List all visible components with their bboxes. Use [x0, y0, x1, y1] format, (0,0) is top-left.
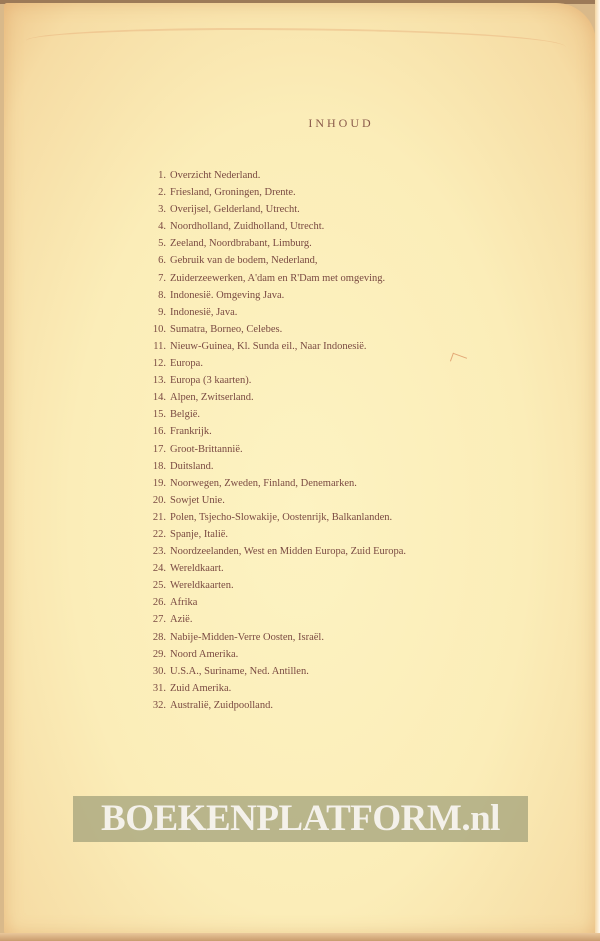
- toc-entry: [134, 423, 406, 440]
- toc-entry-number: 26.: [152, 597, 166, 609]
- toc-entry-text: Sowjet Unie.: [170, 494, 225, 506]
- toc-entry: [134, 441, 406, 458]
- toc-entry-text: Wereldkaarten.: [170, 580, 234, 592]
- toc-entry-text: Zeeland, Noordbrabant, Limburg.: [170, 238, 312, 250]
- toc-entry-number: 30.: [152, 665, 166, 677]
- toc-entry: [134, 509, 406, 526]
- toc-entry-text: Noorwegen, Zweden, Finland, Denemarken.: [170, 477, 357, 489]
- toc-entry-text: Groot-Brittannië.: [170, 443, 243, 455]
- toc-entry: [134, 235, 406, 252]
- toc-entry: [134, 201, 406, 218]
- toc-entry: [134, 389, 406, 406]
- toc-entry: [134, 646, 406, 663]
- toc-entry-number: 1.: [158, 170, 166, 181]
- toc-entry-number: 27.: [152, 614, 166, 626]
- toc-entry-number: 6.: [158, 255, 166, 267]
- toc-entry-text: Indonesië. Omgeving Java.: [170, 289, 285, 301]
- toc-entry-number: 31.: [152, 682, 166, 694]
- toc-entry: [134, 458, 406, 475]
- toc-entry: [134, 543, 406, 560]
- toc-entry: [134, 218, 406, 235]
- water-stain: [26, 28, 566, 60]
- toc-entry: [134, 663, 406, 680]
- toc-entry-text: Nabije-Midden-Verre Oosten, Israël.: [170, 631, 324, 643]
- toc-entry-number: 20.: [152, 494, 166, 506]
- toc-entry-number: 22.: [152, 528, 166, 540]
- toc-entry-text: Afrika: [170, 597, 198, 609]
- toc-entry: [134, 492, 406, 509]
- toc-entry: [134, 594, 406, 611]
- toc-entry-text: Wereldkaart.: [170, 563, 224, 575]
- toc-entry-number: 32.: [152, 699, 166, 711]
- toc-entry-number: 5.: [158, 238, 166, 250]
- toc-entry-text: Duitsland.: [170, 460, 214, 472]
- toc-entry: [134, 252, 406, 269]
- toc-entry-number: 12.: [152, 358, 166, 370]
- toc-entry-text: Overijsel, Gelderland, Utrecht.: [170, 204, 300, 216]
- toc-entry-number: 25.: [152, 580, 166, 592]
- toc-entry: [134, 372, 406, 389]
- toc-entry-number: 19.: [152, 477, 166, 489]
- toc-entry: [134, 270, 406, 287]
- toc-entry: [134, 697, 406, 714]
- toc-entry-number: 24.: [152, 563, 166, 575]
- toc-entry-number: 8.: [158, 289, 166, 301]
- toc-entry-text: Noord Amerika.: [170, 648, 239, 660]
- toc-entry-text: Polen, Tsjecho-Slowakije, Oostenrijk, Balkanlanden.: [170, 511, 393, 523]
- toc-entry: [134, 629, 406, 646]
- table-of-contents: [134, 167, 406, 714]
- toc-entry: [134, 526, 406, 543]
- toc-entry-text: Friesland, Groningen, Drente.: [170, 187, 296, 199]
- toc-entry-number: 3.: [158, 204, 166, 216]
- toc-entry-number: 23.: [152, 546, 166, 558]
- toc-entry: [134, 611, 406, 628]
- toc-entry: [134, 167, 406, 184]
- toc-entry-text: Alpen, Zwitserland.: [170, 392, 254, 404]
- toc-entry-text: Europa (3 kaarten).: [170, 375, 252, 387]
- toc-entry-text: Gebruik van de bodem, Nederland,: [170, 255, 318, 267]
- toc-entry: [134, 287, 406, 304]
- toc-entry-number: 16.: [152, 426, 166, 438]
- toc-entry-number: 17.: [152, 443, 166, 455]
- toc-entry-number: 21.: [152, 511, 166, 523]
- page-edge-bottom: [0, 933, 600, 941]
- toc-entry-text: Azië.: [170, 614, 193, 626]
- page-edge-right: [595, 0, 600, 941]
- toc-entry-number: 11.: [153, 340, 166, 352]
- toc-entry-number: 28.: [152, 631, 166, 643]
- toc-entry-number: 7.: [158, 272, 166, 284]
- toc-entry-number: 2.: [158, 187, 166, 199]
- toc-entry: [134, 338, 406, 355]
- toc-entry-number: 15.: [152, 409, 166, 421]
- toc-entry-text: Europa.: [170, 358, 203, 370]
- toc-entry: [134, 680, 406, 697]
- toc-entry-text: Zuid Amerika.: [170, 682, 232, 694]
- toc-entry-number: 4.: [158, 221, 166, 233]
- toc-entry-number: 10.: [152, 323, 166, 335]
- toc-entry-text: U.S.A., Suriname, Ned. Antillen.: [170, 665, 309, 677]
- toc-entry: [134, 406, 406, 423]
- toc-entry-text: Nieuw-Guinea, Kl. Sunda eil., Naar Indonesië.: [170, 340, 367, 352]
- toc-entry-text: Overzicht Nederland.: [170, 170, 261, 181]
- toc-entry-number: 29.: [152, 648, 166, 660]
- toc-entry-text: Sumatra, Borneo, Celebes.: [170, 323, 283, 335]
- toc-entry: [134, 304, 406, 321]
- toc-entry: [134, 321, 406, 338]
- toc-entry-text: Frankrijk.: [170, 426, 212, 438]
- toc-entry-number: 13.: [152, 375, 166, 387]
- page-title: INHOUD: [308, 116, 374, 130]
- toc-entry-number: 14.: [152, 392, 166, 404]
- watermark: BOEKENPLATFORM.nl: [73, 796, 528, 842]
- toc-entry: [134, 560, 406, 577]
- toc-entry-text: Spanje, Italië.: [170, 528, 229, 540]
- toc-entry: [134, 355, 406, 372]
- toc-entry: [134, 184, 406, 201]
- toc-entry-text: Noordzeelanden, West en Midden Europa, Zuid Europa.: [170, 546, 407, 558]
- toc-entry-text: Zuiderzeewerken, A'dam en R'Dam met omgeving.: [170, 272, 386, 284]
- toc-entry-text: Indonesië, Java.: [170, 306, 238, 318]
- toc-entry: [134, 475, 406, 492]
- toc-entry-text: Australië, Zuidpoolland.: [170, 699, 273, 711]
- toc-entry: [134, 577, 406, 594]
- toc-entry-number: 9.: [158, 306, 166, 318]
- toc-entry-text: Noordholland, Zuidholland, Utrecht.: [170, 221, 325, 233]
- toc-entry-text: België.: [170, 409, 201, 421]
- toc-entry-number: 18.: [152, 460, 166, 472]
